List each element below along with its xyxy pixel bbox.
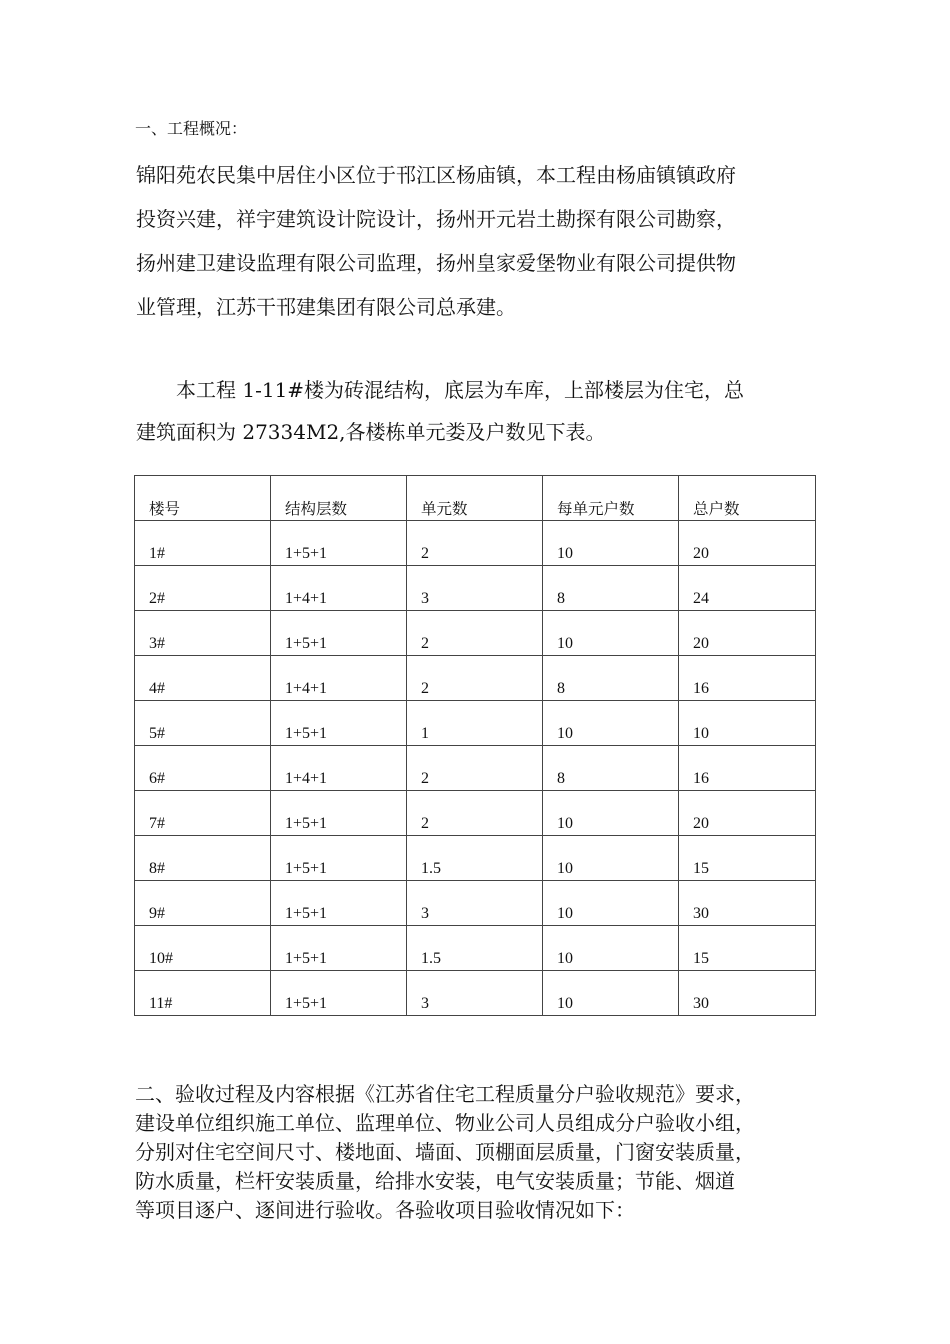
cell-value: 8#	[149, 860, 165, 877]
cell-value: 2	[421, 635, 429, 652]
table-cell	[543, 566, 679, 611]
cell-value: 1#	[149, 545, 165, 562]
cell-value: 1.5	[421, 860, 441, 877]
cell-value: 20	[693, 545, 709, 562]
cell-value: 10	[557, 815, 573, 832]
paragraph-line: 锦阳苑农民集中居住小区位于邗江区杨庙镇，本工程由杨庙镇镇政府	[136, 163, 736, 187]
paragraph-line: 等项目逐户、逐间进行验收。各验收项目验收情况如下：	[135, 1198, 635, 1222]
table-row	[135, 701, 816, 746]
table-cell	[135, 521, 271, 566]
cell-value: 1+5+1	[285, 995, 328, 1012]
cell-value: 10	[557, 725, 573, 742]
cell-value: 16	[693, 770, 709, 787]
paragraph-line: 业管理，江苏干邗建集团有限公司总承建。	[136, 295, 516, 319]
header-label: 结构层数	[285, 500, 348, 518]
table-header-row	[135, 476, 816, 521]
table-body	[135, 521, 816, 1016]
table-cell	[271, 701, 407, 746]
header-households-per-unit	[543, 476, 679, 521]
header-label: 单元数	[421, 500, 468, 518]
cell-value: 10	[557, 950, 573, 967]
table-cell	[543, 836, 679, 881]
cell-value: 3	[421, 590, 429, 607]
table-cell	[271, 971, 407, 1016]
table-cell	[679, 971, 816, 1016]
cell-value: 2	[421, 545, 429, 562]
cell-value: 1+5+1	[285, 725, 328, 742]
table-cell	[407, 881, 543, 926]
table-cell	[679, 611, 816, 656]
cell-value: 30	[693, 995, 709, 1012]
table-cell	[543, 611, 679, 656]
table-cell	[271, 611, 407, 656]
cell-value: 3	[421, 995, 429, 1012]
cell-value: 8	[557, 590, 565, 607]
paragraph-line: 扬州建卫建设监理有限公司监理，扬州皇家爱堡物业有限公司提供物	[136, 251, 736, 275]
table-cell	[271, 656, 407, 701]
table-row	[135, 791, 816, 836]
cell-value: 10	[557, 545, 573, 562]
table-cell	[679, 656, 816, 701]
cell-value: 1+5+1	[285, 635, 328, 652]
paragraph-line: 建设单位组织施工单位、监理单位、物业公司人员组成分户验收小组，	[135, 1111, 755, 1135]
cell-value: 10#	[149, 950, 173, 967]
table-cell	[271, 521, 407, 566]
table-cell	[543, 746, 679, 791]
cell-value: 6#	[149, 770, 165, 787]
table-cell	[679, 836, 816, 881]
table-cell	[135, 791, 271, 836]
table-cell	[543, 971, 679, 1016]
paragraph-line: 分别对住宅空间尺寸、楼地面、墙面、顶棚面层质量，门窗安装质量，	[135, 1140, 755, 1164]
table-cell	[407, 521, 543, 566]
table-cell	[407, 701, 543, 746]
table-cell	[407, 746, 543, 791]
cell-value: 1+5+1	[285, 815, 328, 832]
table-cell	[543, 881, 679, 926]
cell-value: 10	[693, 725, 709, 742]
cell-value: 2	[421, 815, 429, 832]
table-cell	[407, 611, 543, 656]
cell-value: 9#	[149, 905, 165, 922]
cell-value: 3#	[149, 635, 165, 652]
cell-value: 8	[557, 680, 565, 697]
table-cell	[407, 566, 543, 611]
cell-value: 10	[557, 860, 573, 877]
table-cell	[135, 881, 271, 926]
table-row	[135, 881, 816, 926]
cell-value: 11#	[149, 995, 173, 1012]
table-cell	[679, 566, 816, 611]
cell-value: 1+4+1	[285, 590, 328, 607]
table-cell	[135, 971, 271, 1016]
cell-value: 4#	[149, 680, 165, 697]
cell-value: 1+5+1	[285, 905, 328, 922]
cell-value: 1+4+1	[285, 770, 328, 787]
cell-value: 1.5	[421, 950, 441, 967]
header-label: 每单元户数	[557, 500, 635, 518]
table-row	[135, 971, 816, 1016]
cell-value: 1	[421, 725, 429, 742]
cell-value: 1+5+1	[285, 950, 328, 967]
paragraph-line: 建筑面积为 27334M2,各楼栋单元娄及户数见下表。	[136, 420, 606, 444]
paragraph-line: 本工程 1-11#楼为砖混结构，底层为车库，上部楼层为住宅，总	[176, 378, 745, 402]
cell-value: 20	[693, 815, 709, 832]
cell-value: 8	[557, 770, 565, 787]
paragraph-line: 二、验收过程及内容根据《江苏省住宅工程质量分户验收规范》要求，	[135, 1082, 755, 1106]
cell-value: 15	[693, 950, 709, 967]
table-cell	[271, 746, 407, 791]
table-cell	[679, 926, 816, 971]
table-cell	[679, 701, 816, 746]
table-row	[135, 611, 816, 656]
cell-value: 10	[557, 635, 573, 652]
cell-value: 2#	[149, 590, 165, 607]
table-cell	[271, 881, 407, 926]
table-cell	[543, 656, 679, 701]
table-cell	[407, 971, 543, 1016]
table-row	[135, 566, 816, 611]
paragraph-line: 防水质量，栏杆安装质量，给排水安装，电气安装质量；节能、烟道	[135, 1169, 735, 1193]
cell-value: 10	[557, 905, 573, 922]
cell-value: 10	[557, 995, 573, 1012]
cell-value: 7#	[149, 815, 165, 832]
cell-value: 16	[693, 680, 709, 697]
table-cell	[271, 566, 407, 611]
building-units-table	[134, 475, 816, 1016]
table-cell	[135, 746, 271, 791]
cell-value: 3	[421, 905, 429, 922]
cell-value: 5#	[149, 725, 165, 742]
acceptance-process-paragraph	[135, 1080, 825, 1225]
cell-value: 1+5+1	[285, 545, 328, 562]
project-summary-paragraph	[136, 369, 826, 453]
table-row	[135, 656, 816, 701]
table-cell	[271, 791, 407, 836]
table-cell	[543, 521, 679, 566]
header-building-no	[135, 476, 271, 521]
table-cell	[543, 791, 679, 836]
table-cell	[135, 566, 271, 611]
header-label: 楼号	[149, 500, 181, 518]
table-row	[135, 926, 816, 971]
cell-value: 1+5+1	[285, 860, 328, 877]
cell-value: 30	[693, 905, 709, 922]
header-total-households	[679, 476, 816, 521]
header-floors	[271, 476, 407, 521]
section1-heading: 一、工程概况：	[135, 119, 248, 138]
table-cell	[271, 836, 407, 881]
cell-value: 1+4+1	[285, 680, 328, 697]
table-cell	[135, 926, 271, 971]
table-cell	[135, 656, 271, 701]
project-overview-paragraph	[136, 153, 826, 329]
table-cell	[679, 791, 816, 836]
cell-value: 24	[693, 590, 709, 607]
header-label: 总户数	[693, 500, 740, 518]
table-row	[135, 521, 816, 566]
table-row	[135, 836, 816, 881]
cell-value: 15	[693, 860, 709, 877]
table-cell	[135, 836, 271, 881]
cell-value: 2	[421, 680, 429, 697]
table-cell	[407, 836, 543, 881]
cell-value: 2	[421, 770, 429, 787]
table-row	[135, 746, 816, 791]
paragraph-line: 投资兴建，祥宇建筑设计院设计，扬州开元岩土勘探有限公司勘察，	[136, 207, 736, 231]
table-cell	[407, 656, 543, 701]
table-cell	[407, 791, 543, 836]
table-cell	[135, 701, 271, 746]
table-cell	[679, 746, 816, 791]
header-units	[407, 476, 543, 521]
table-cell	[679, 881, 816, 926]
table-cell	[679, 521, 816, 566]
table-cell	[543, 701, 679, 746]
table-cell	[135, 611, 271, 656]
table-cell	[407, 926, 543, 971]
table-cell	[543, 926, 679, 971]
table-cell	[271, 926, 407, 971]
cell-value: 20	[693, 635, 709, 652]
